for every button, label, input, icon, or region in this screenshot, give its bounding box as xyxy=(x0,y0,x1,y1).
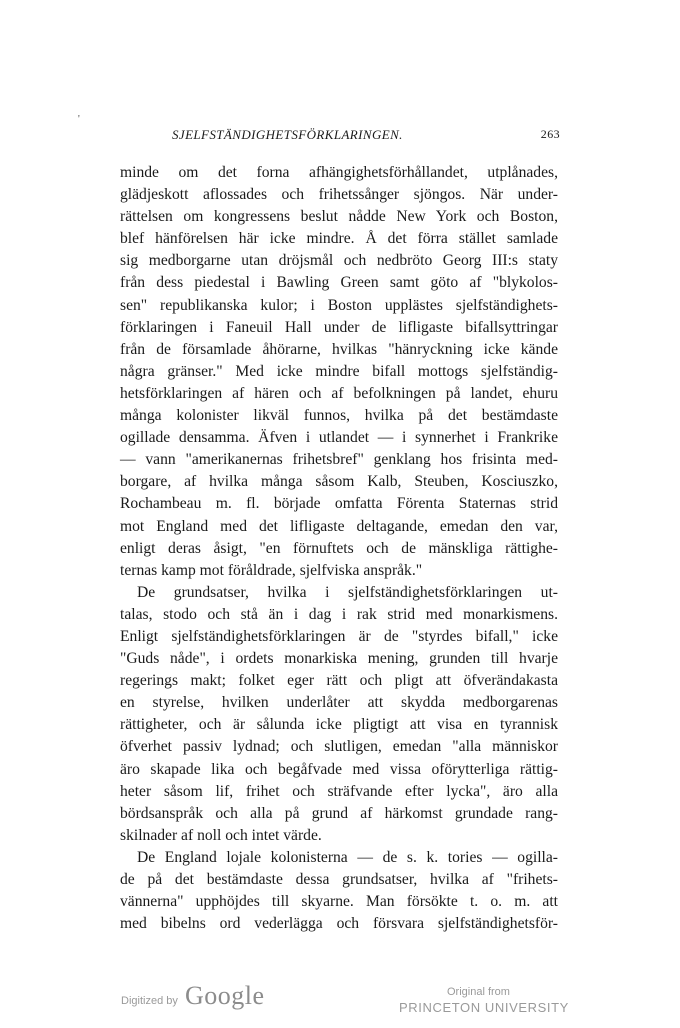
text-line: sen" republikanska kulor; i Boston upplästes sjelfständighets- xyxy=(120,296,558,314)
text-line: Rochambeau m. fl. började omfatta Förenta Staternas strid xyxy=(120,495,558,513)
text-line: mot England med det lifligaste deltagande, emedan den var, xyxy=(120,517,558,535)
text-line: öfverhet passiv lydnad; och slutligen, emedan "alla människor xyxy=(120,738,558,756)
running-title: SJELFSTÄNDIGHETSFÖRKLARINGEN. xyxy=(172,127,403,142)
page-number: 263 xyxy=(540,127,560,141)
paragraph-first-line: De grundsatser, hvilka i sjelfständighetsförklaringen ut- xyxy=(137,583,558,601)
text-line: vännerna" upphöjdes till skyarne. Man försökte t. o. m. att xyxy=(120,893,558,911)
digitization-footer xyxy=(0,978,680,1018)
running-header xyxy=(120,127,560,149)
text-line: heter såsom lif, frihet och sträfvande efter lycka", äro alla xyxy=(120,782,558,800)
text-line: enligt deras åsigt, "en förnuftets och de mänskliga rättighe- xyxy=(120,539,558,557)
text-line: med bibelns ord vederlägga och försvara sjelfständighetsför- xyxy=(120,915,558,933)
paragraph-first-line: De England lojale kolonisterna — de s. k. tories — ogilla- xyxy=(137,848,558,866)
original-from-label: Original from xyxy=(447,986,510,998)
paragraph-end-line: skilnader af noll och intet värde. xyxy=(120,826,322,844)
text-line: äro skapade lika och begåfvade med vissa oförytterliga rättig- xyxy=(120,760,558,778)
text-line: borgare, af hvilka många såsom Kalb, Steuben, Kosciuszko, xyxy=(120,473,558,491)
text-line: minde om det forna afhängighetsförhållandet, utplånades, xyxy=(120,164,558,181)
paragraph-end-line: ternas kamp mot föråldrade, sjelfviska anspråk." xyxy=(120,561,423,579)
text-line: förklaringen i Faneuil Hall under de lifligaste bifallsyttringar xyxy=(120,318,558,336)
margin-mark: ' xyxy=(78,114,80,125)
text-line: de på det bestämdaste dessa grundsatser, hvilka af "frihets- xyxy=(120,871,558,888)
text-line: "Guds nåde", i ordets monarkiska mening, grunden till hvarje xyxy=(120,650,558,668)
text-line: hetsförklaringen af hären och af befolkningen på landet, ehuru xyxy=(120,384,558,402)
text-line: några gränser." Med icke mindre bifall mottogs sjelfständig- xyxy=(120,362,558,380)
digitized-by-label: Digitized by xyxy=(121,995,178,1007)
text-line: sig medborgarne utan dröjsmål och nedbröto Georg III:s staty xyxy=(120,252,558,270)
text-line: från de församlade åhörarne, hvilkas "hänryckning icke kände xyxy=(120,340,558,358)
institution-name: PRINCETON UNIVERSITY xyxy=(399,1000,569,1015)
text-line: talas, stodo och stå än i dag i rak strid med monarkismens. xyxy=(120,605,558,623)
text-line: en styrelse, hvilken underlåter att skydda medborgarenas xyxy=(120,694,558,712)
text-line: många kolonister likväl funnos, hvilka på det bestämdaste xyxy=(120,407,558,425)
text-line: glädjeskott aflossades och frihetssånger sjöngos. När under- xyxy=(120,186,558,204)
text-line: Enligt sjelfständighetsförklaringen är de "styrdes bifall," icke xyxy=(120,627,558,645)
text-line: rättigheter, och är sålunda icke pligtigt att visa en tyrannisk xyxy=(120,716,558,734)
text-line: bördsanspråk och alla på grund af härkomst grundade rang- xyxy=(120,804,558,822)
text-line: från dess piedestal i Bawling Green samt göto af "blykolos- xyxy=(120,274,558,292)
google-logo: Google xyxy=(185,981,265,1010)
text-line: ogillade densamma. Äfven i utlandet — i synnerhet i Frankrike xyxy=(120,429,558,447)
text-line: regerings makt; folket eger rätt och pligt att öfverändakasta xyxy=(120,672,558,690)
text-line: — vann "amerikanernas frihetsbref" genklang hos frisinta med- xyxy=(120,451,558,469)
text-line: blef hänförelsen här icke mindre. Å det förra stället samlade xyxy=(120,230,558,248)
body-text xyxy=(120,162,558,935)
text-line: rättelsen om kongressens beslut nådde New York och Boston, xyxy=(120,208,558,226)
